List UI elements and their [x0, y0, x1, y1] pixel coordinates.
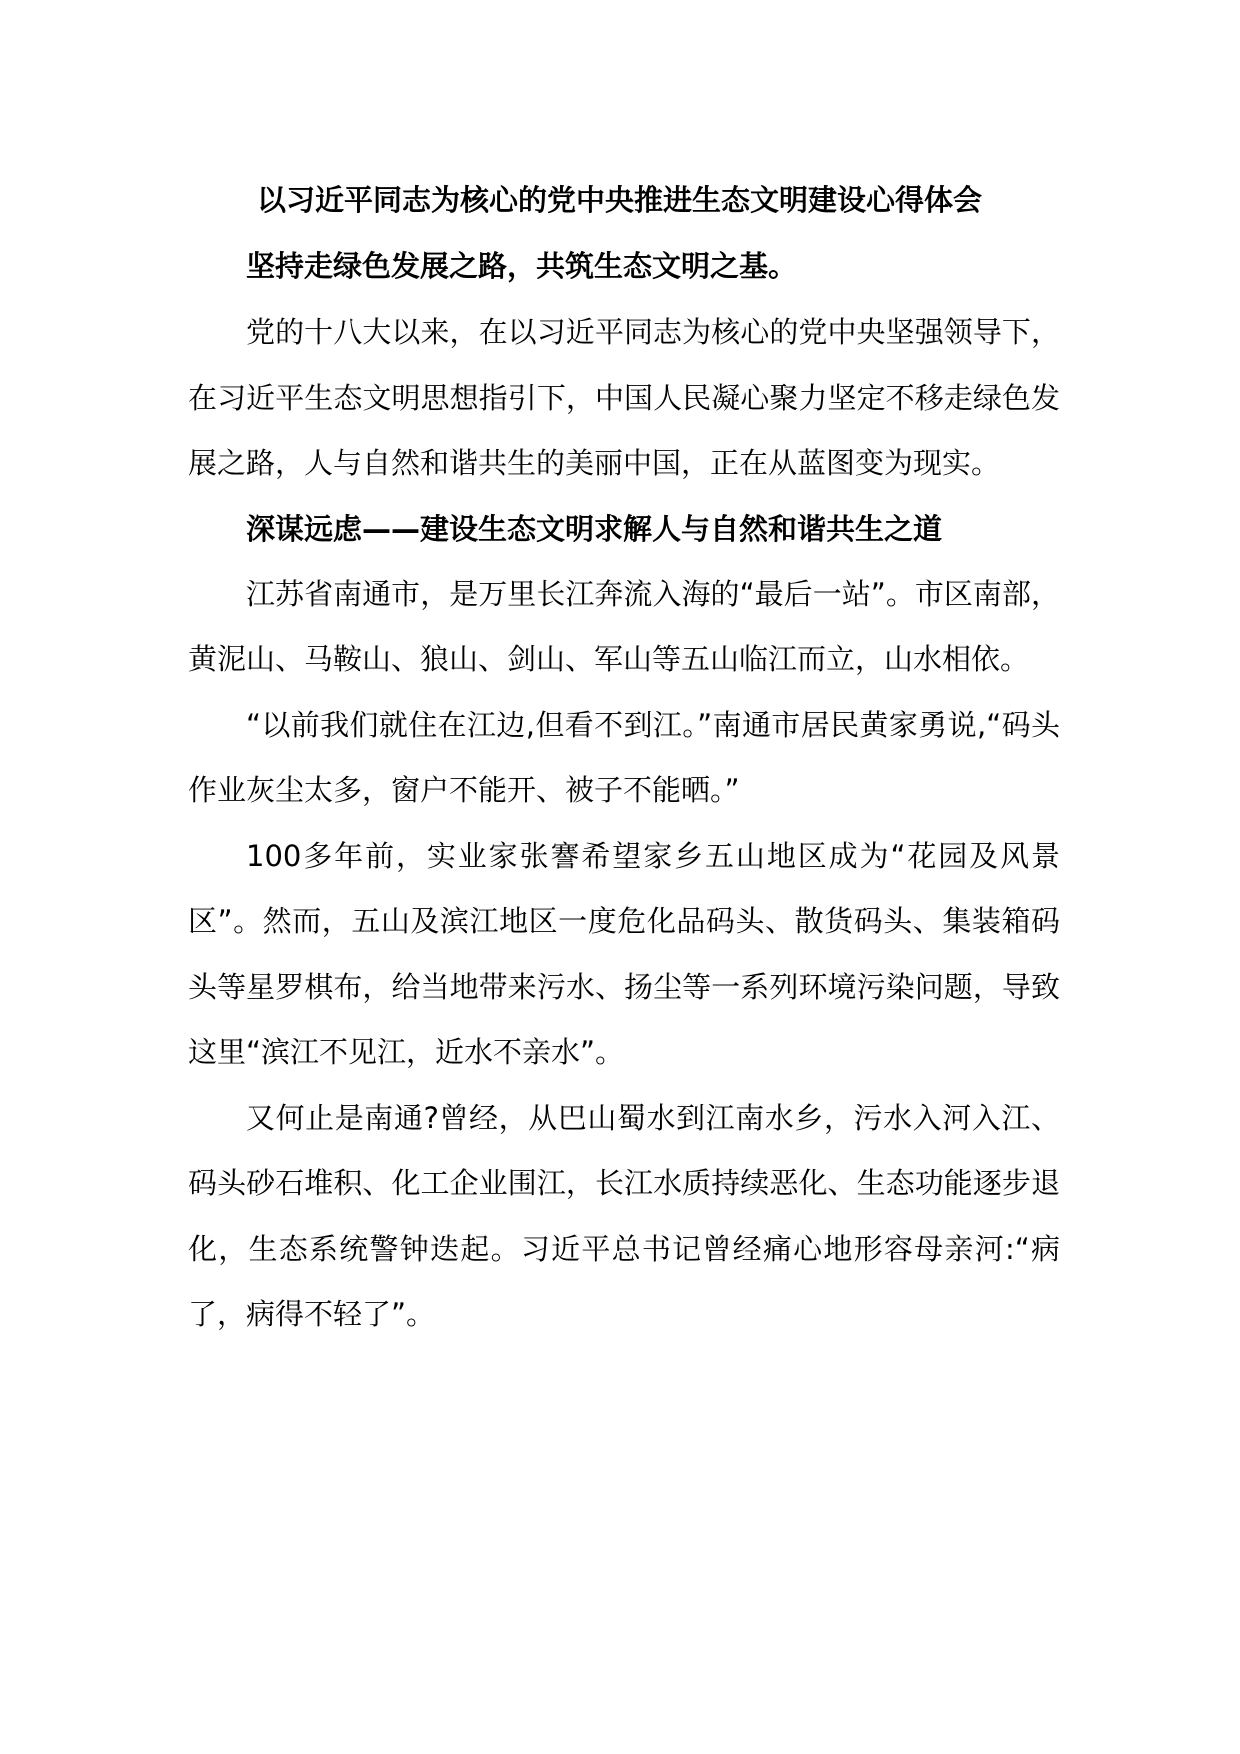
- body-paragraph-4: 又何止是南通?曾经，从巴山蜀水到江南水乡，污水入河入江、码头砂石堆积、化工企业围江，长江水质持续恶化、生态功能逐步退化，生态系统警钟迭起。习近平总书记曾经痛心地形容母亲河:“病了，病得不轻了”。: [188, 1100, 1060, 1331]
- document-subtitle: 坚持走绿色发展之路，共筑生态文明之基。: [246, 249, 798, 283]
- document-title: 以习近平同志为核心的党中央推进生态文明建设心得体会: [257, 183, 983, 217]
- section-heading: 深谋远虑——建设生态文明求解人与自然和谐共生之道: [246, 511, 943, 546]
- intro-paragraph: 党的十八大以来，在以习近平同志为核心的党中央坚强领导下，在习近平生态文明思想指引下，中国人民凝心聚力坚定不移走绿色发展之路，人与自然和谐共生的美丽中国，正在从蓝图变为现实。: [188, 315, 1060, 480]
- body-paragraph-2: “以前我们就住在江边,但看不到江。”南通市居民黄家勇说,“码头作业灰尘太多，窗户不能开、被子不能晒。”: [188, 707, 1060, 807]
- body-paragraph-3: 100多年前，实业家张謇希望家乡五山地区成为“花园及风景区”。然而，五山及滨江地区一度危化品码头、散货码头、集装箱码头等星罗棋布，给当地带来污水、扬尘等一系列环境污染问题，导致这里“滨江不见江，近水不亲水”。: [188, 838, 1060, 1069]
- body-paragraph-1: 江苏省南通市，是万里长江奔流入海的“最后一站”。市区南部，黄泥山、马鞍山、狼山、剑山、军山等五山临江而立，山水相依。: [188, 576, 1060, 676]
- document-page: [188, 172, 1060, 1348]
